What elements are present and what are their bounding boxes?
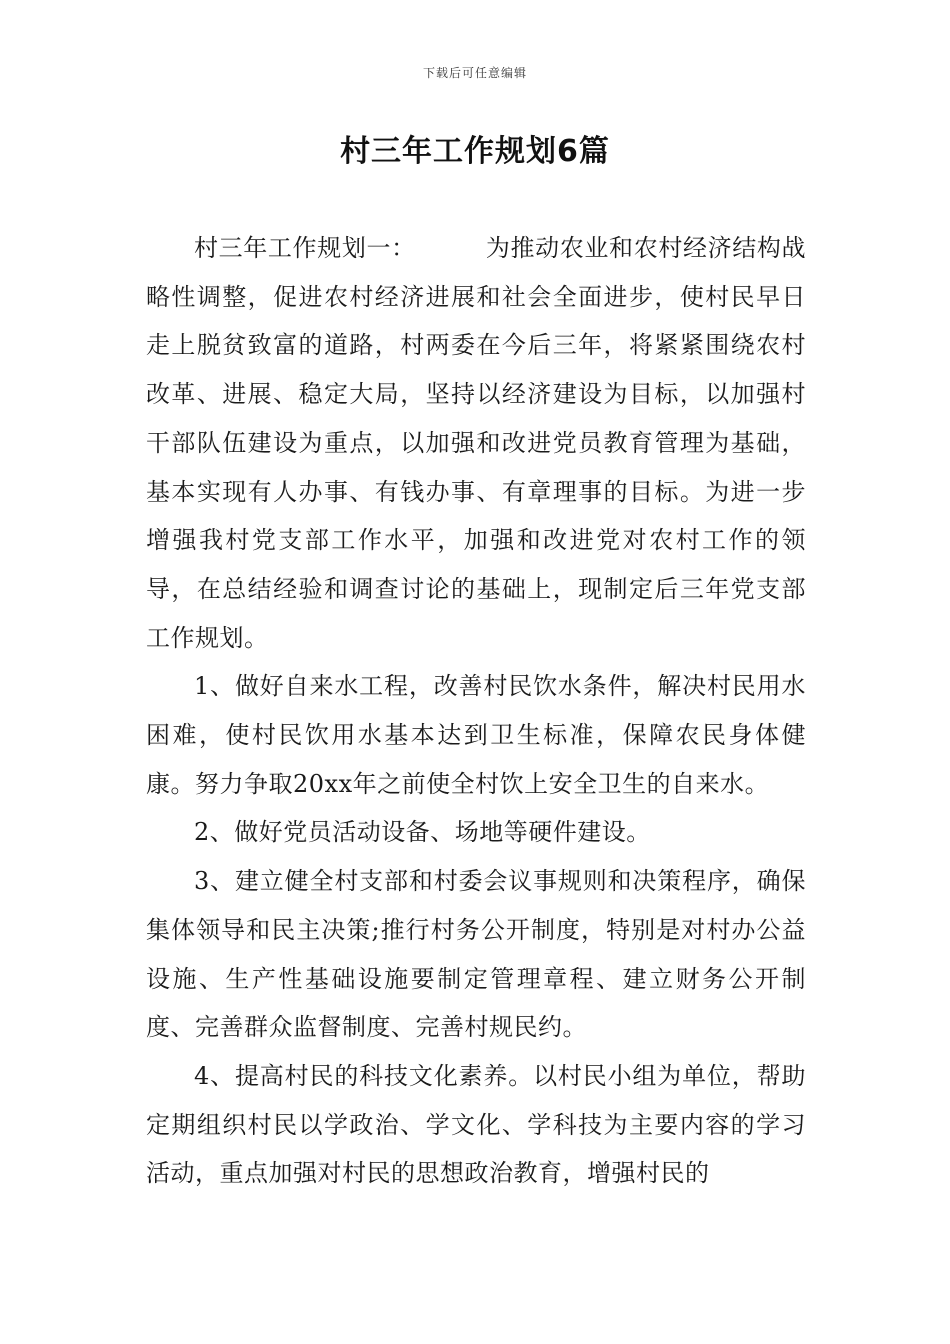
item-paragraph-2: 2、做好党员活动设备、场地等硬件建设。 [194, 818, 651, 847]
document-title: 村三年工作规划6篇 [340, 134, 610, 169]
document-body [146, 224, 806, 1198]
header-note: 下载后可任意编辑 [422, 66, 527, 80]
item-paragraph-4: 4、提高村民的科技文化素养。以村民小组为单位，帮助定期组织村民以学政治、学文化、学科技为主要内容的学习活动，重点加强对村民的思想政治教育，增强村民的 [146, 1061, 806, 1188]
intro-paragraph [146, 224, 806, 662]
intro-label: 村三年工作规划一： [194, 234, 416, 262]
item-paragraph-3: 3、建立健全村支部和村委会议事规则和决策程序，确保集体领导和民主决策;推行村务公开制度，特别是对村办公益设施、生产性基础设施要制定管理章程、建立财务公开制度、完善群众监督制度、完善村规民约。 [146, 867, 806, 1042]
item-paragraph-1: 1、做好自来水工程，改善村民饮水条件，解决村民用水困难，使村民饮用水基本达到卫生标准，保障农民身体健康。努力争取20xx年之前使全村饮上安全卫生的自来水。 [146, 672, 806, 798]
intro-text: 为推动农业和农村经济结构战略性调整，促进农村经济进展和社会全面进步，使村民早日走上脱贫致富的道路，村两委在今后三年，将紧紧围绕农村改革、进展、稳定大局，坚持以经济建设为目标，以加强村干部队伍建设为重点，以加强和改进党员教育管理为基础，基本实现有人办事、有钱办事、有章理事的目标。为进一步增强我村党支部工作水平，加强和改进党对农村工作的领导，在总结经验和调查讨论的基础上，现制定后三年党支部工作规划。 [146, 234, 807, 652]
